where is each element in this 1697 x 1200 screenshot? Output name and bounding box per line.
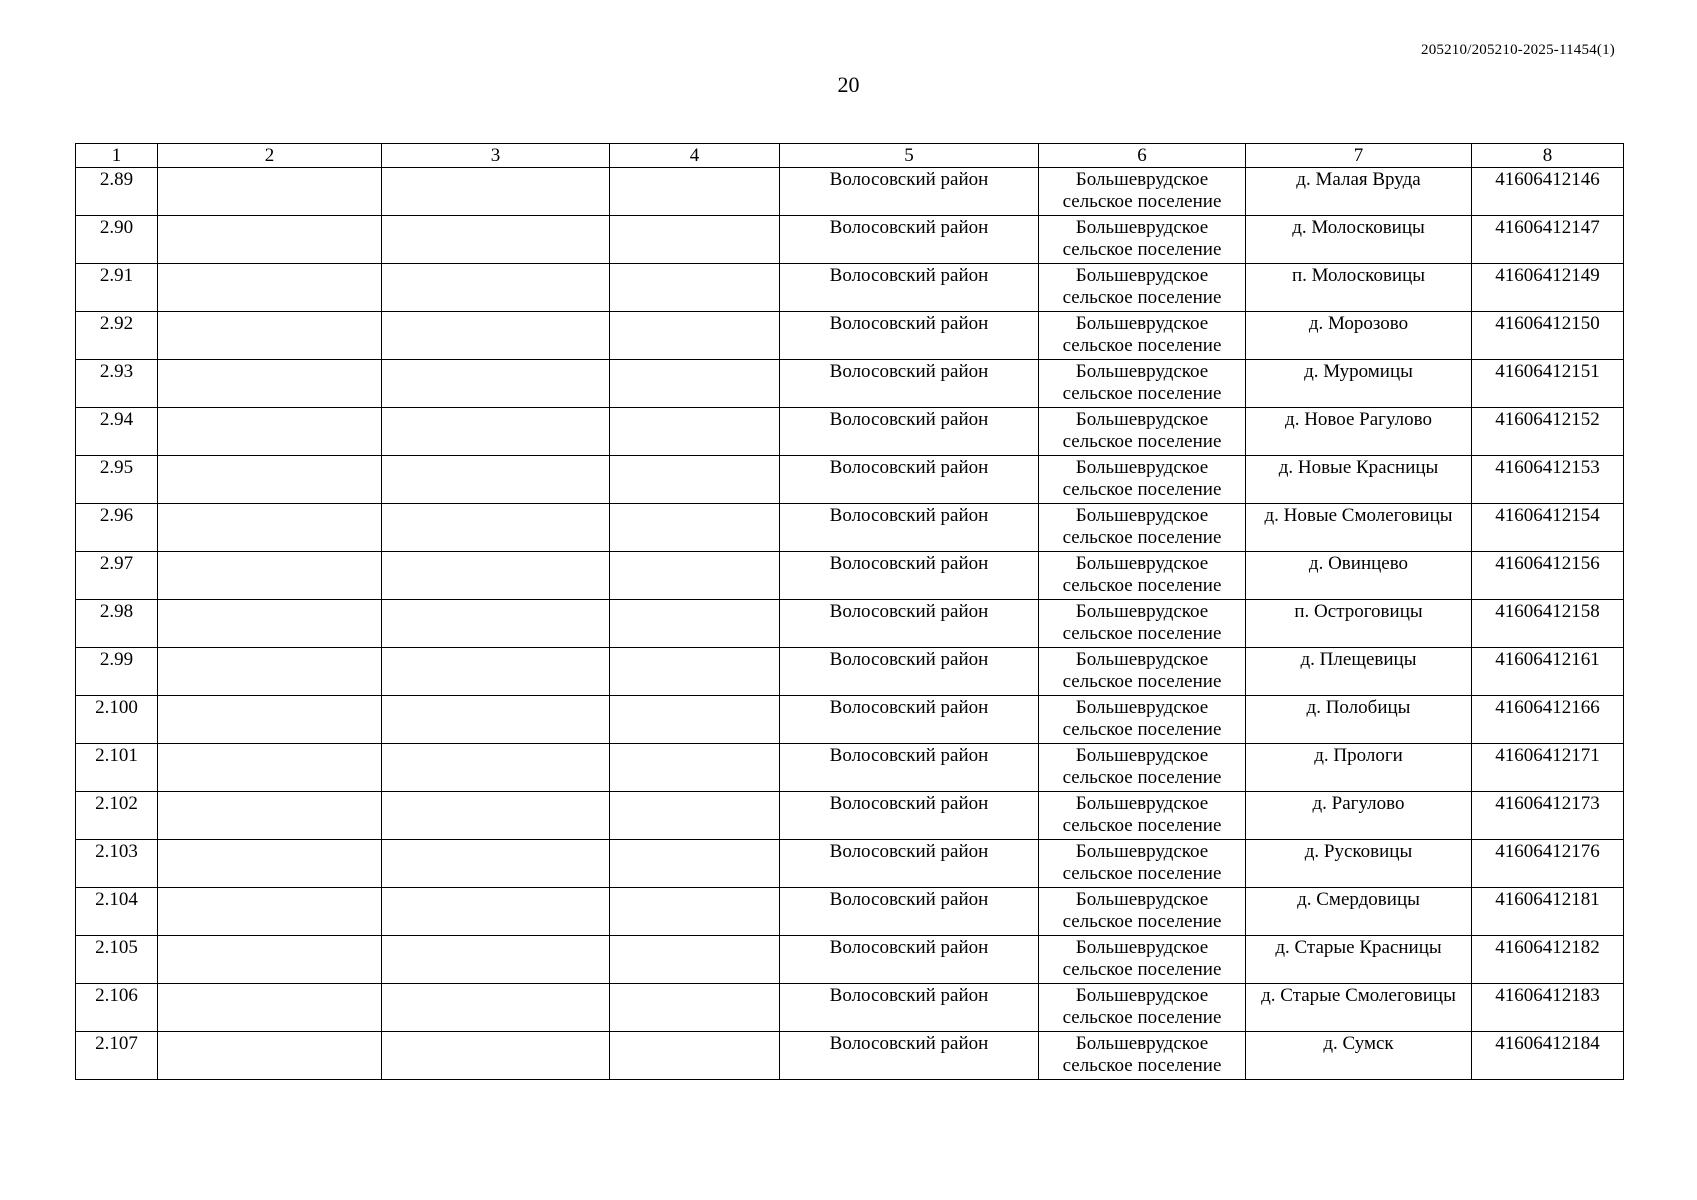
district-cell: Волосовский район [780,360,1039,408]
document-id: 205210/205210-2025-11454(1) [1421,42,1615,58]
row-number-cell: 2.94 [76,408,158,456]
locality-cell: д. Малая Вруда [1246,168,1472,216]
oktmo-code-cell: 41606412147 [1472,216,1624,264]
locality-cell: д. Морозово [1246,312,1472,360]
empty-cell [158,648,382,696]
oktmo-code-cell: 41606412183 [1472,984,1624,1032]
oktmo-code-cell: 41606412156 [1472,552,1624,600]
table-row [76,264,1624,312]
district-cell: Волосовский район [780,840,1039,888]
oktmo-code-cell: 41606412171 [1472,744,1624,792]
oktmo-code-cell: 41606412152 [1472,408,1624,456]
locality-cell: д. Муромицы [1246,360,1472,408]
locality-cell: д. Смердовицы [1246,888,1472,936]
empty-cell [610,648,780,696]
district-cell: Волосовский район [780,744,1039,792]
empty-cell [158,936,382,984]
empty-cell [382,744,610,792]
oktmo-code-cell: 41606412151 [1472,360,1624,408]
column-header-4: 4 [610,144,780,168]
table-row [76,408,1624,456]
row-number-cell: 2.102 [76,792,158,840]
district-cell: Волосовский район [780,504,1039,552]
empty-cell [382,312,610,360]
empty-cell [610,936,780,984]
empty-cell [610,744,780,792]
empty-cell [610,504,780,552]
empty-cell [382,168,610,216]
oktmo-code-cell: 41606412182 [1472,936,1624,984]
settlement-cell: Большеврудское сельское поселение [1039,696,1246,744]
settlement-cell: Большеврудское сельское поселение [1039,744,1246,792]
row-number-cell: 2.89 [76,168,158,216]
empty-cell [158,696,382,744]
row-number-cell: 2.105 [76,936,158,984]
settlement-cell: Большеврудское сельское поселение [1039,888,1246,936]
district-cell: Волосовский район [780,552,1039,600]
empty-cell [382,936,610,984]
empty-cell [610,360,780,408]
district-cell: Волосовский район [780,168,1039,216]
empty-cell [158,552,382,600]
empty-cell [610,264,780,312]
row-number-cell: 2.99 [76,648,158,696]
settlement-cell: Большеврудское сельское поселение [1039,216,1246,264]
district-cell: Волосовский район [780,888,1039,936]
table-row [76,984,1624,1032]
district-cell: Волосовский район [780,792,1039,840]
table-row [76,888,1624,936]
empty-cell [158,600,382,648]
empty-cell [382,648,610,696]
empty-cell [158,312,382,360]
oktmo-code-cell: 41606412176 [1472,840,1624,888]
empty-cell [610,840,780,888]
row-number-cell: 2.95 [76,456,158,504]
locality-cell: д. Русковицы [1246,840,1472,888]
district-cell: Волосовский район [780,1032,1039,1080]
empty-cell [610,888,780,936]
settlement-cell: Большеврудское сельское поселение [1039,504,1246,552]
empty-cell [158,1032,382,1080]
row-number-cell: 2.106 [76,984,158,1032]
empty-cell [382,840,610,888]
district-cell: Волосовский район [780,648,1039,696]
oktmo-code-cell: 41606412181 [1472,888,1624,936]
empty-cell [382,408,610,456]
table-body [76,168,1624,1080]
row-number-cell: 2.96 [76,504,158,552]
oktmo-code-cell: 41606412154 [1472,504,1624,552]
row-number-cell: 2.107 [76,1032,158,1080]
empty-cell [382,360,610,408]
empty-cell [382,888,610,936]
settlement-cell: Большеврудское сельское поселение [1039,456,1246,504]
locality-cell: п. Остроговицы [1246,600,1472,648]
table-row [76,600,1624,648]
table-row [76,456,1624,504]
empty-cell [610,408,780,456]
locality-cell: д. Старые Красницы [1246,936,1472,984]
table-row [76,216,1624,264]
settlement-cell: Большеврудское сельское поселение [1039,168,1246,216]
empty-cell [158,408,382,456]
table-row [76,312,1624,360]
empty-cell [382,456,610,504]
empty-cell [382,216,610,264]
district-cell: Волосовский район [780,696,1039,744]
row-number-cell: 2.91 [76,264,158,312]
row-number-cell: 2.104 [76,888,158,936]
table-header [76,144,1624,168]
locality-cell: д. Овинцево [1246,552,1472,600]
district-cell: Волосовский район [780,600,1039,648]
registry-table [75,143,1624,1080]
settlement-cell: Большеврудское сельское поселение [1039,984,1246,1032]
locality-cell: п. Молосковицы [1246,264,1472,312]
row-number-cell: 2.90 [76,216,158,264]
settlement-cell: Большеврудское сельское поселение [1039,936,1246,984]
oktmo-code-cell: 41606412149 [1472,264,1624,312]
table-row [76,168,1624,216]
table-row [76,696,1624,744]
locality-cell: д. Старые Смолеговицы [1246,984,1472,1032]
table-row [76,744,1624,792]
row-number-cell: 2.93 [76,360,158,408]
empty-cell [610,552,780,600]
empty-cell [382,984,610,1032]
district-cell: Волосовский район [780,216,1039,264]
empty-cell [610,1032,780,1080]
column-numbers-row [76,144,1624,168]
table-row [76,840,1624,888]
district-cell: Волосовский район [780,312,1039,360]
settlement-cell: Большеврудское сельское поселение [1039,408,1246,456]
locality-cell: д. Плещевицы [1246,648,1472,696]
locality-cell: д. Рагулово [1246,792,1472,840]
column-header-1: 1 [76,144,158,168]
locality-cell: д. Сумск [1246,1032,1472,1080]
empty-cell [158,504,382,552]
settlement-cell: Большеврудское сельское поселение [1039,264,1246,312]
locality-cell: д. Молосковицы [1246,216,1472,264]
empty-cell [382,504,610,552]
empty-cell [610,984,780,1032]
column-header-8: 8 [1472,144,1624,168]
empty-cell [382,792,610,840]
settlement-cell: Большеврудское сельское поселение [1039,648,1246,696]
settlement-cell: Большеврудское сельское поселение [1039,312,1246,360]
empty-cell [158,840,382,888]
empty-cell [610,312,780,360]
table-row [76,1032,1624,1080]
table-row [76,936,1624,984]
empty-cell [158,984,382,1032]
empty-cell [382,1032,610,1080]
row-number-cell: 2.103 [76,840,158,888]
empty-cell [382,600,610,648]
oktmo-code-cell: 41606412173 [1472,792,1624,840]
page-number: 20 [837,72,860,97]
settlement-cell: Большеврудское сельское поселение [1039,360,1246,408]
district-cell: Волосовский район [780,408,1039,456]
table-row [76,504,1624,552]
oktmo-code-cell: 41606412150 [1472,312,1624,360]
row-number-cell: 2.97 [76,552,158,600]
locality-cell: д. Прологи [1246,744,1472,792]
district-cell: Волосовский район [780,264,1039,312]
settlement-cell: Большеврудское сельское поселение [1039,600,1246,648]
empty-cell [158,888,382,936]
empty-cell [610,696,780,744]
column-header-3: 3 [382,144,610,168]
locality-cell: д. Новое Рагулово [1246,408,1472,456]
table-row [76,792,1624,840]
row-number-cell: 2.92 [76,312,158,360]
settlement-cell: Большеврудское сельское поселение [1039,552,1246,600]
row-number-cell: 2.101 [76,744,158,792]
empty-cell [158,744,382,792]
empty-cell [158,216,382,264]
column-header-6: 6 [1039,144,1246,168]
empty-cell [610,456,780,504]
row-number-cell: 2.98 [76,600,158,648]
locality-cell: д. Полобицы [1246,696,1472,744]
table-row [76,648,1624,696]
empty-cell [610,168,780,216]
empty-cell [158,264,382,312]
empty-cell [158,456,382,504]
locality-cell: д. Новые Красницы [1246,456,1472,504]
empty-cell [158,360,382,408]
empty-cell [382,696,610,744]
empty-cell [158,792,382,840]
oktmo-code-cell: 41606412146 [1472,168,1624,216]
settlement-cell: Большеврудское сельское поселение [1039,792,1246,840]
district-cell: Волосовский район [780,936,1039,984]
oktmo-code-cell: 41606412158 [1472,600,1624,648]
oktmo-code-cell: 41606412153 [1472,456,1624,504]
settlement-cell: Большеврудское сельское поселение [1039,1032,1246,1080]
settlement-cell: Большеврудское сельское поселение [1039,840,1246,888]
empty-cell [382,552,610,600]
column-header-2: 2 [158,144,382,168]
empty-cell [610,792,780,840]
table-row [76,552,1624,600]
empty-cell [610,600,780,648]
empty-cell [610,216,780,264]
district-cell: Волосовский район [780,984,1039,1032]
oktmo-code-cell: 41606412161 [1472,648,1624,696]
column-header-7: 7 [1246,144,1472,168]
row-number-cell: 2.100 [76,696,158,744]
locality-cell: д. Новые Смолеговицы [1246,504,1472,552]
empty-cell [382,264,610,312]
oktmo-code-cell: 41606412184 [1472,1032,1624,1080]
oktmo-code-cell: 41606412166 [1472,696,1624,744]
district-cell: Волосовский район [780,456,1039,504]
table-row [76,360,1624,408]
empty-cell [158,168,382,216]
column-header-5: 5 [780,144,1039,168]
